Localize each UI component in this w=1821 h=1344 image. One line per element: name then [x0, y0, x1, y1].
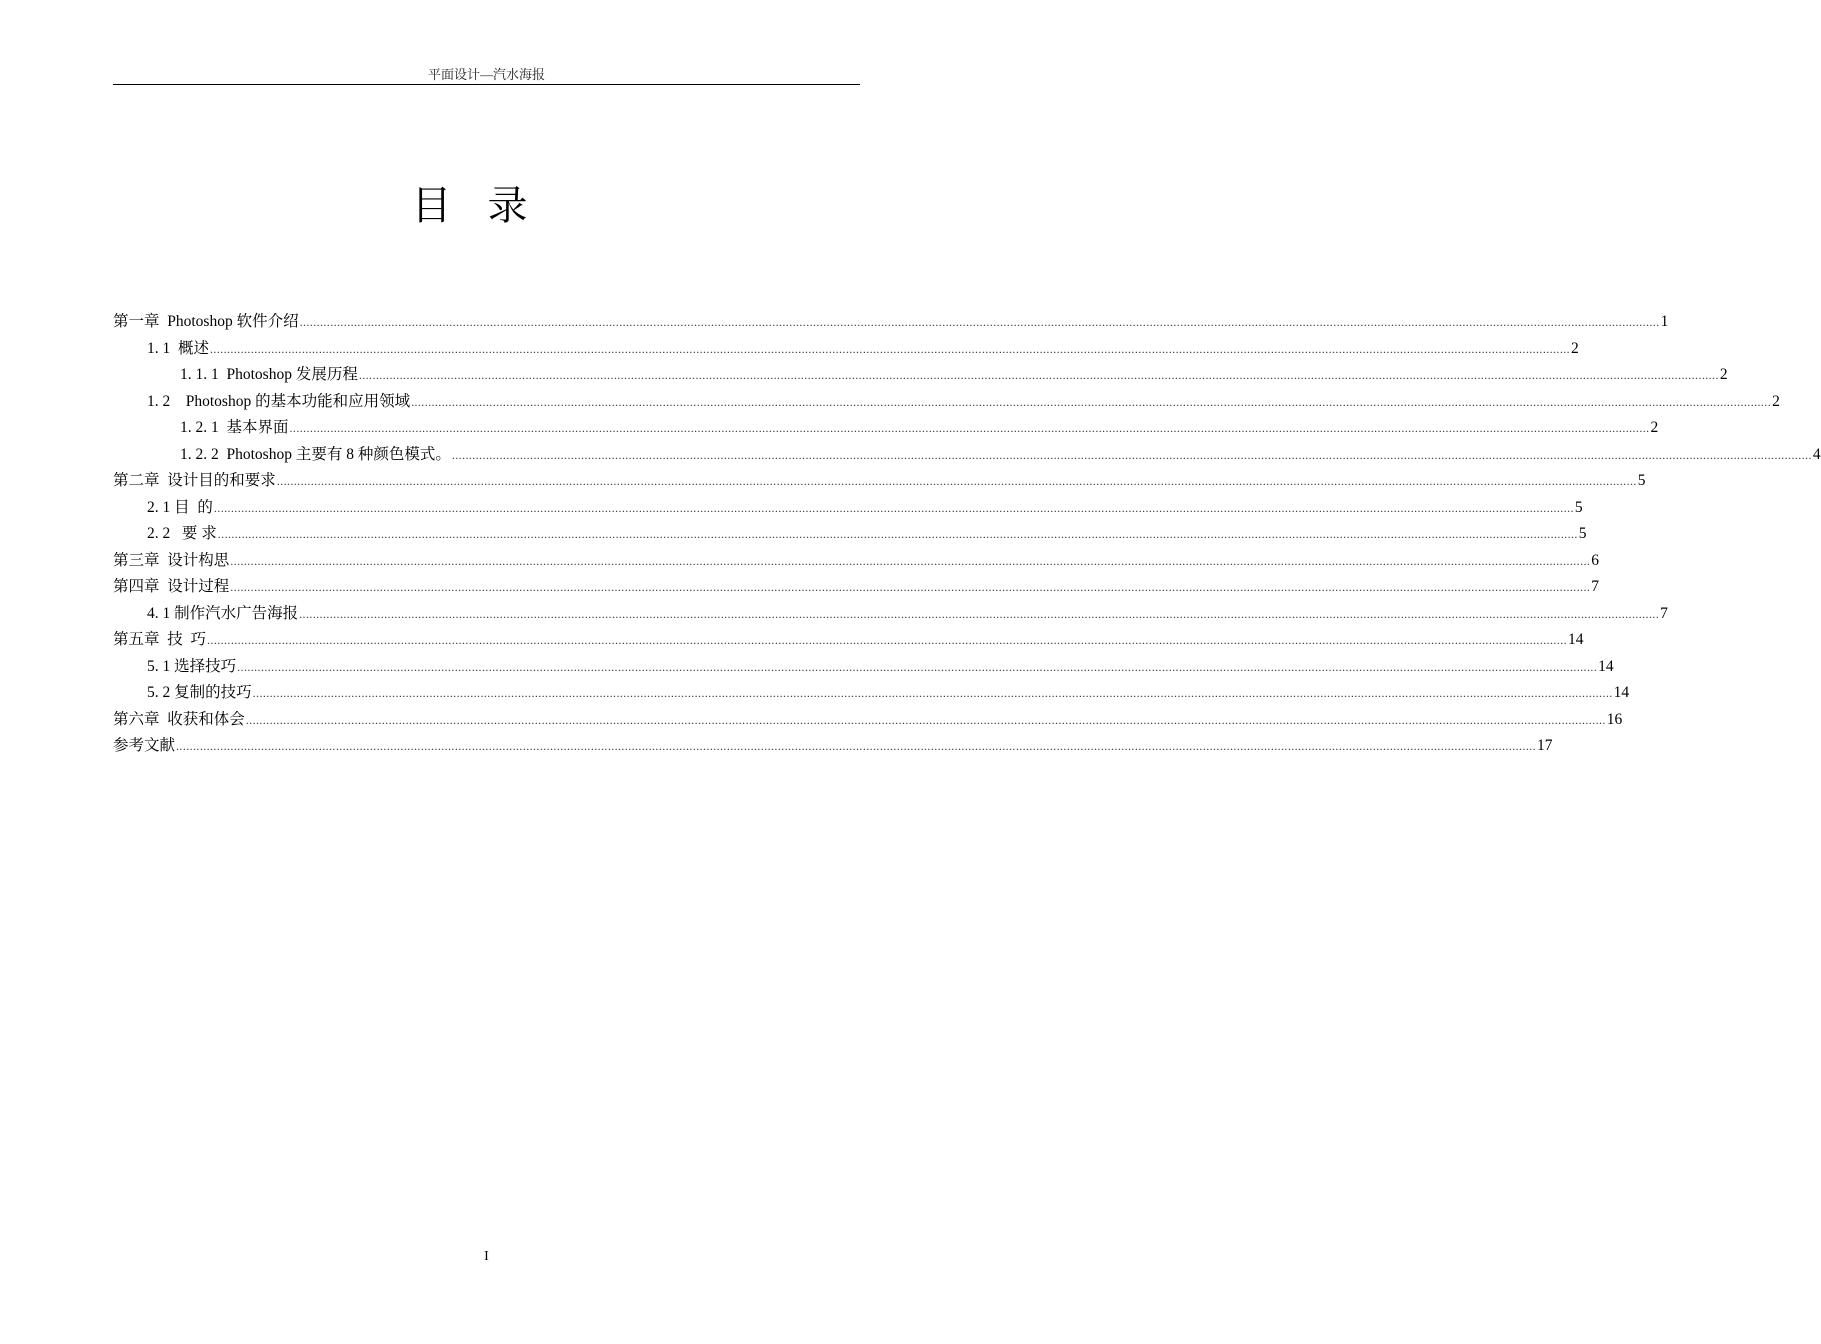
toc-entry[interactable]: [113, 521, 1587, 548]
toc-entry-label: 参考文献: [113, 737, 176, 754]
toc-title: 目录: [411, 183, 564, 229]
toc-entry-page: 2: [1650, 419, 1659, 436]
header-rule: [113, 84, 860, 85]
toc-entry[interactable]: [113, 733, 1553, 760]
toc-entry[interactable]: [113, 336, 1579, 363]
toc-entry-label: 第一章 Photoshop 软件介绍: [113, 313, 299, 330]
toc-entry-label: 1. 1. 1 Photoshop 发展历程: [180, 366, 358, 383]
toc-entry-label: 第五章 技 巧: [113, 631, 207, 648]
dot-leader: ................................................................................................................................................................................................................................................................................................................................................................................................................: [299, 315, 1660, 329]
dot-leader: ................................................................................................................................................................................................................................................................................................................................................................................................................: [237, 659, 1598, 674]
toc-entry-page: 2: [1571, 339, 1579, 357]
toc-entry-label: 1. 1 概述: [147, 339, 210, 357]
toc-entry[interactable]: [113, 415, 1659, 442]
toc-entry-page: 7: [1660, 604, 1668, 622]
dot-leader: ................................................................................................................................................................................................................................................................................................................................................................................................................: [217, 527, 1578, 541]
dot-leader: ................................................................................................................................................................................................................................................................................................................................................................................................................: [252, 686, 1613, 700]
toc-entry-label: 1. 2 Photoshop 的基本功能和应用领域: [147, 392, 411, 410]
toc-entry-label: 第六章 收获和体会: [113, 710, 245, 728]
toc-entry-page: 7: [1591, 578, 1600, 595]
dot-leader: ................................................................................................................................................................................................................................................................................................................................................................................................................: [213, 500, 1574, 515]
running-header: 平面设计—汽水海报: [427, 67, 545, 82]
dot-leader: ................................................................................................................................................................................................................................................................................................................................................................................................................: [230, 553, 1591, 568]
toc-entry-label: 1. 2. 1 基本界面: [180, 419, 289, 436]
toc-entry[interactable]: [113, 548, 1600, 575]
dot-leader: ................................................................................................................................................................................................................................................................................................................................................................................................................: [276, 474, 1637, 488]
toc-entry-page: 16: [1606, 710, 1623, 728]
toc-entry-page: 14: [1613, 684, 1630, 701]
toc-entry-label: 第四章 设计过程: [113, 578, 230, 595]
toc-entry-label: 1. 2. 2 Photoshop 主要有 8 种颜色模式。: [180, 445, 451, 463]
toc-entry[interactable]: [113, 627, 1584, 654]
dot-leader: ................................................................................................................................................................................................................................................................................................................................................................................................................: [451, 447, 1812, 462]
toc-entry-page: 1: [1660, 313, 1669, 330]
toc-entry[interactable]: [113, 601, 1668, 628]
toc-entry[interactable]: [113, 309, 1669, 336]
toc-entry[interactable]: [113, 495, 1583, 522]
toc-entry[interactable]: [113, 362, 1728, 389]
toc-entry[interactable]: [113, 574, 1600, 601]
toc-entry[interactable]: [113, 389, 1780, 416]
page-number: I: [484, 1249, 489, 1264]
toc-entry-page: 2: [1719, 366, 1728, 383]
toc-entry-page: 5: [1574, 498, 1583, 516]
toc-entry-label: 第二章 设计目的和要求: [113, 472, 276, 489]
dot-leader: ................................................................................................................................................................................................................................................................................................................................................................................................................: [176, 739, 1537, 753]
toc-entry-page: 14: [1598, 657, 1614, 675]
toc-entry-page: 14: [1568, 631, 1584, 648]
toc-entry-label: 5. 2 复制的技巧: [147, 684, 252, 701]
toc-entry-label: 2. 1 目 的: [147, 498, 213, 516]
toc-entry[interactable]: [113, 680, 1630, 707]
toc-entry[interactable]: [113, 654, 1614, 681]
toc-entry-label: 5. 1 选择技巧: [147, 657, 237, 675]
dot-leader: ................................................................................................................................................................................................................................................................................................................................................................................................................: [289, 421, 1650, 435]
dot-leader: ................................................................................................................................................................................................................................................................................................................................................................................................................: [210, 341, 1571, 356]
dot-leader: ................................................................................................................................................................................................................................................................................................................................................................................................................: [358, 368, 1719, 382]
dot-leader: ................................................................................................................................................................................................................................................................................................................................................................................................................: [207, 633, 1568, 647]
dot-leader: ................................................................................................................................................................................................................................................................................................................................................................................................................: [299, 606, 1660, 621]
dot-leader: ................................................................................................................................................................................................................................................................................................................................................................................................................: [411, 394, 1772, 409]
toc-entry-label: 第三章 设计构思: [113, 551, 230, 569]
toc-entry-label: 2. 2 要 求: [147, 525, 217, 542]
toc-entry[interactable]: [113, 707, 1623, 734]
toc-entry-label: 4. 1 制作汽水广告海报: [147, 604, 299, 622]
toc-entry-page: 6: [1591, 551, 1600, 569]
dot-leader: ................................................................................................................................................................................................................................................................................................................................................................................................................: [230, 580, 1591, 594]
toc-entry-page: 2: [1772, 392, 1780, 410]
toc-entry-page: 17: [1537, 737, 1553, 754]
dot-leader: ................................................................................................................................................................................................................................................................................................................................................................................................................: [245, 712, 1606, 727]
toc-entry-page: 5: [1637, 472, 1646, 489]
toc-entry[interactable]: [113, 468, 1646, 495]
toc-entry-page: 5: [1578, 525, 1587, 542]
toc-list: [113, 309, 1821, 760]
toc-entry-page: 4: [1812, 445, 1821, 463]
toc-entry[interactable]: [113, 442, 1821, 469]
